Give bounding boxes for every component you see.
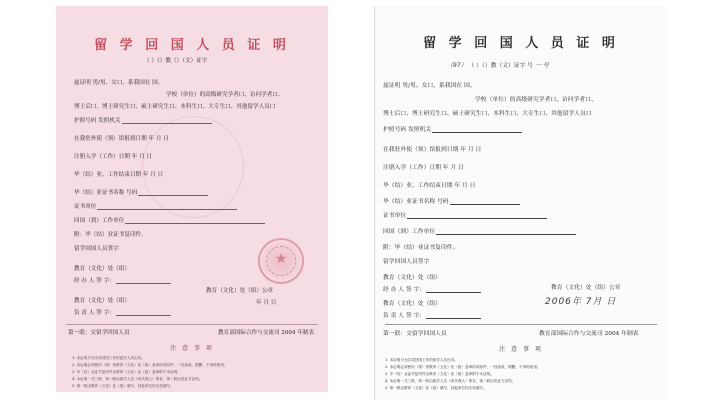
note-item: 1. 本证明只为学成回国工作的留学人员出具。	[72, 356, 145, 360]
line-attachment: 附：毕（结）业证书复印件。	[383, 245, 459, 251]
certificate-number: （97） （ ）（）教（文）证字 号 一 号	[447, 62, 549, 69]
notes-title: 注 意 事 项	[170, 345, 214, 352]
line-attachment: 附：毕（结）业证书复印件。	[74, 232, 147, 238]
footer-copy-label: 第一联：交留学回国人员	[68, 330, 130, 336]
certificate-scan	[374, 6, 667, 400]
line-work-unit: 回国（到）工作单位	[74, 216, 266, 224]
line-returnee-sign: 留学回国人员签字	[383, 259, 430, 265]
line-date: 年 月 日	[256, 300, 277, 306]
line-official-seal: 教育（文化）处（组）公章	[206, 288, 274, 294]
line-edu-office: 教育（文化）处（组）	[383, 275, 441, 281]
footer-issuer: 教育部国际合作与交流司 2004 年制表	[539, 331, 639, 337]
seal-star-icon: ★	[274, 251, 288, 267]
line-enroll-date: 注册入学（工作）日期 年 月 日	[74, 154, 153, 160]
line-cert-name: 毕（结）业证书名称 号码	[74, 188, 209, 196]
line-cert-name: 毕（结）业证书名称 号码	[383, 196, 521, 205]
certificate-pink	[56, 6, 328, 392]
handwritten-date-signature: 2006年 7月 日	[545, 297, 617, 307]
note-item: 3. 毕（结）业证书复印件由教育（文化）处（组）盖章附于本证明。	[385, 372, 494, 376]
divider	[385, 324, 657, 325]
line-school: 学校（单位）的高级研究学者口、访问学者口、	[166, 92, 284, 98]
line-end-date: 毕（结）业、工作结束日期 年 月 日	[74, 172, 164, 178]
line-head-sign: 负 责 人 签 字：	[74, 308, 172, 316]
divider	[66, 324, 318, 325]
line-school: 学校（单位）的高级研究学者口、访问学者口、	[475, 97, 597, 103]
line-passport: 护照号码 发照机关	[383, 124, 523, 133]
line-passport: 护照号码 发照机关	[74, 116, 213, 124]
line-cert-unit: 证书单位	[74, 202, 238, 210]
line-edu-office-2: 教育（文化）处（组）	[74, 298, 130, 304]
line-head-sign: 负 责 人 签 字：	[383, 310, 482, 319]
line-edu-office-2: 教育（文化）处（组）	[383, 301, 441, 307]
line-category: 博士后口、博士研究生口、硕士研究生口、本科生口、大专生口、其他留学人员口	[74, 104, 276, 110]
footer-copy-label: 第一联：交留学回国人员	[383, 331, 447, 337]
line-handler-sign: 经 办 人 签 字：	[383, 284, 482, 293]
line-returnee-sign: 留学回国人员签字	[74, 246, 119, 252]
line-official-seal: 教育（文化）处（组）公章	[551, 285, 621, 291]
note-item: 4. 本证明一式三联，第一联由留学人员（或代理人）保存，第二联由发证方存档。	[72, 377, 203, 381]
footer-issuer: 教育部国际合作与交流司 2004 年制表	[218, 330, 315, 336]
line-category: 博士后口、博士研究生口、硕士研究生口、本科生口、大专生口、其他留学人员口	[383, 111, 592, 117]
certificate-title: 留 学 回 国 人 员 证 明	[94, 38, 290, 53]
note-item: 4. 本证明一式三联，第一联由留学人员（或代理人）保存，第二联由发证方存档。	[385, 379, 516, 383]
line-embassy-date: 在我驻外使（领）馆报到日期 年 月 日	[383, 147, 482, 153]
certificate-number: （ ）（）教（）（文）证字	[144, 58, 208, 64]
note-item: 1. 本证明只为学成回国工作的留学人员出具。	[385, 358, 458, 362]
line-end-date: 毕（结）业、工作结束日期 年 月 日	[383, 183, 476, 189]
note-item: 5. 第一联由教育（文化）处（组）填写，其他单位均无权填写。	[385, 386, 487, 390]
line-work-unit: 回国（到）工作单位	[383, 226, 577, 235]
red-seal-stamp	[258, 238, 304, 284]
line-embassy-date: 在我驻外使（领）馆报到日期 年 月 日	[74, 136, 169, 142]
note-item: 5. 第一联由教育（文化）处（组）填写，其他单位均无权填写。	[72, 384, 174, 388]
note-item: 3. 毕（结）业证书复印件由教育（文化）处（组）盖章附于本证明。	[72, 370, 181, 374]
line-handler-sign: 经 办 人 签 字：	[74, 276, 172, 284]
note-item: 2. 本证明必须使用（领）馆教育（文化）处（组）盖章的或原件，一经涂改、增删，不得再使用。	[385, 365, 541, 369]
note-item: 2. 本证明必须使用（领）馆教育（文化）处（组）盖章的或原件，一经涂改、增删，不得再使用。	[72, 363, 228, 367]
line-cert-unit: 证书单位	[383, 210, 548, 219]
certificate-title: 留 学 回 国 人 员 证 明	[423, 36, 619, 51]
line-name: 兹证明 男/男、女口、系我国在 国、	[74, 80, 164, 86]
line-enroll-date: 注册入学（工作）日期 年 月 日	[383, 165, 464, 171]
notes-title: 注 意 事 项	[499, 346, 543, 353]
line-edu-office: 教育（文化）处（组）	[74, 266, 130, 272]
line-name: 兹证明 男/男、女口、系我国在 国、	[383, 83, 476, 89]
